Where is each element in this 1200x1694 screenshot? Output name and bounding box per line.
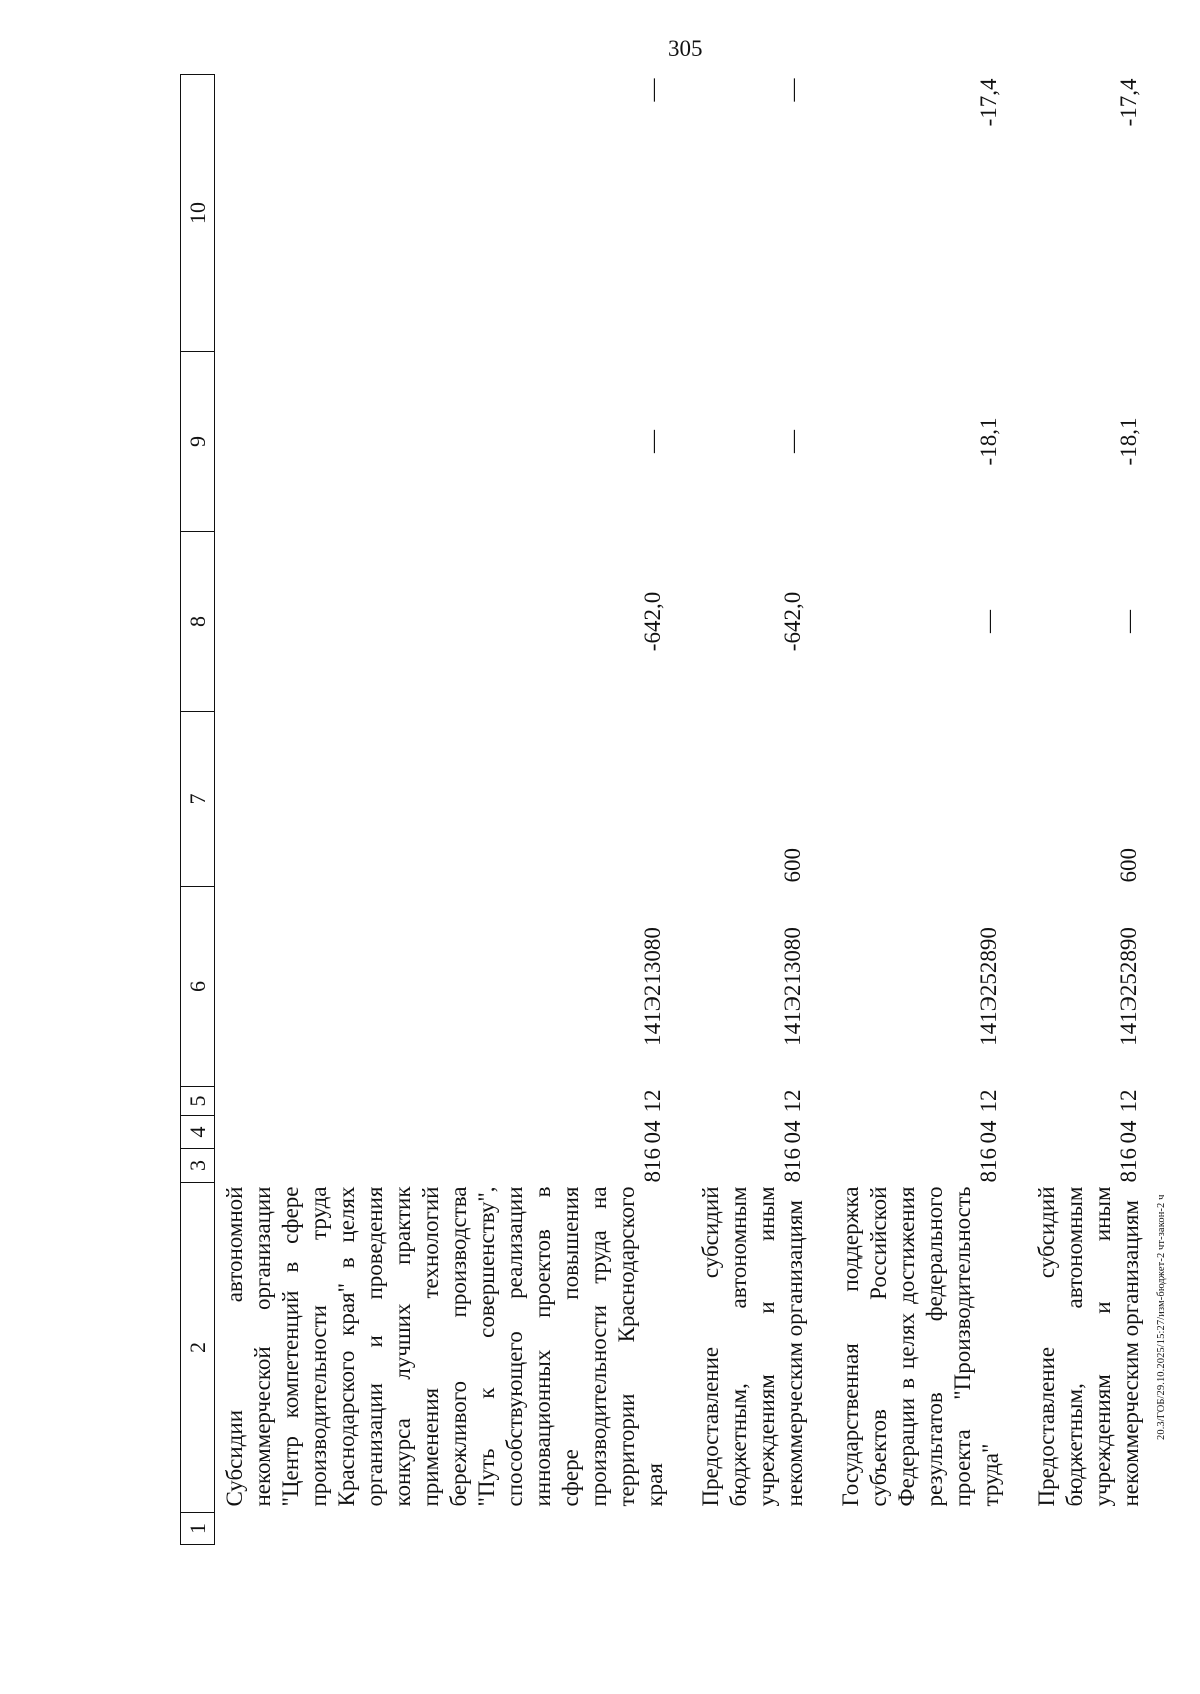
row-description: Субсидии автономной некоммерческой организации "Центр компетенций в сфере производительности труда Краснодарского края" в целях организации и проведения конкурса лучших практик применения технологий бережливого производства "Путь к совершенству", способствующего реализации инновационных проектов в сфере повышения производительности труда на территории Краснодарского края — [222, 1186, 667, 1507]
column-header: 7 — [181, 712, 215, 887]
row-section-code: 04 — [780, 1120, 805, 1144]
document-footer-code: 20.3/ГОБ/29.10.2025/15:27/изм-бюджет-2 чт-закон-2 ч — [1156, 1194, 1167, 1440]
row-amount-3: — — [640, 78, 665, 102]
table-row — [691, 75, 809, 1545]
row-target-article: 141Э213080 — [780, 927, 805, 1046]
row-expense-type — [831, 712, 1005, 887]
page-number: 305 — [668, 36, 703, 61]
column-header: 8 — [181, 532, 215, 712]
row-amount-1: -642,0 — [780, 591, 805, 652]
row-subsection-code: 12 — [1116, 1089, 1141, 1113]
column-header: 3 — [181, 1149, 215, 1183]
row-target-article: 141Э252890 — [1116, 927, 1141, 1046]
row-expense-type — [215, 712, 670, 887]
row-department-code: 816 — [780, 1148, 805, 1183]
row-amount-1: — — [1116, 610, 1141, 633]
row-amount-3: — — [780, 78, 805, 102]
table-row — [215, 75, 670, 1545]
row-department-code: 816 — [640, 1148, 665, 1183]
column-header: 1 — [181, 1513, 215, 1545]
table-header-row — [181, 75, 215, 1545]
table-row — [1027, 75, 1145, 1545]
row-amount-2: — — [780, 430, 805, 453]
row-subsection-code: 12 — [780, 1089, 805, 1113]
column-header: 4 — [181, 1116, 215, 1149]
rotated-table-container — [180, 75, 1200, 1545]
row-department-code: 816 — [976, 1148, 1001, 1183]
row-description: Государственная поддержка субъектов Российской Федерации в целях достижения результатов федерального проекта "Производительность труда" — [838, 1186, 1003, 1507]
row-department-code: 816 — [1116, 1148, 1141, 1183]
row-amount-2: — — [640, 430, 665, 453]
row-amount-2: -18,1 — [976, 417, 1001, 466]
row-target-article: 141Э213080 — [640, 927, 665, 1046]
table-row — [831, 75, 1005, 1545]
row-target-article: 141Э252890 — [976, 927, 1001, 1046]
row-amount-1: -642,0 — [640, 591, 665, 652]
column-header: 10 — [181, 75, 215, 352]
row-amount-3: -17,4 — [976, 78, 1001, 127]
row-expense-type: 600 — [780, 848, 805, 883]
column-header: 2 — [181, 1183, 215, 1513]
column-header: 6 — [181, 887, 215, 1087]
row-section-code: 04 — [1116, 1120, 1141, 1144]
row-amount-2: -18,1 — [1116, 417, 1141, 466]
budget-table — [180, 74, 1145, 1545]
row-section-code: 04 — [640, 1120, 665, 1144]
row-expense-type: 600 — [1116, 848, 1141, 883]
row-amount-3: -17,4 — [1116, 78, 1141, 127]
row-subsection-code: 12 — [640, 1089, 665, 1113]
column-header: 5 — [181, 1087, 215, 1116]
row-description: Предоставление субсидий бюджетным, автономным учреждениям и иным некоммерческим организациям — [1034, 1186, 1143, 1507]
column-header: 9 — [181, 352, 215, 532]
row-subsection-code: 12 — [976, 1089, 1001, 1113]
row-section-code: 04 — [976, 1120, 1001, 1144]
row-description: Предоставление субсидий бюджетным, автономным учреждениям и иным некоммерческим организациям — [698, 1186, 807, 1507]
row-amount-1: — — [976, 610, 1001, 633]
